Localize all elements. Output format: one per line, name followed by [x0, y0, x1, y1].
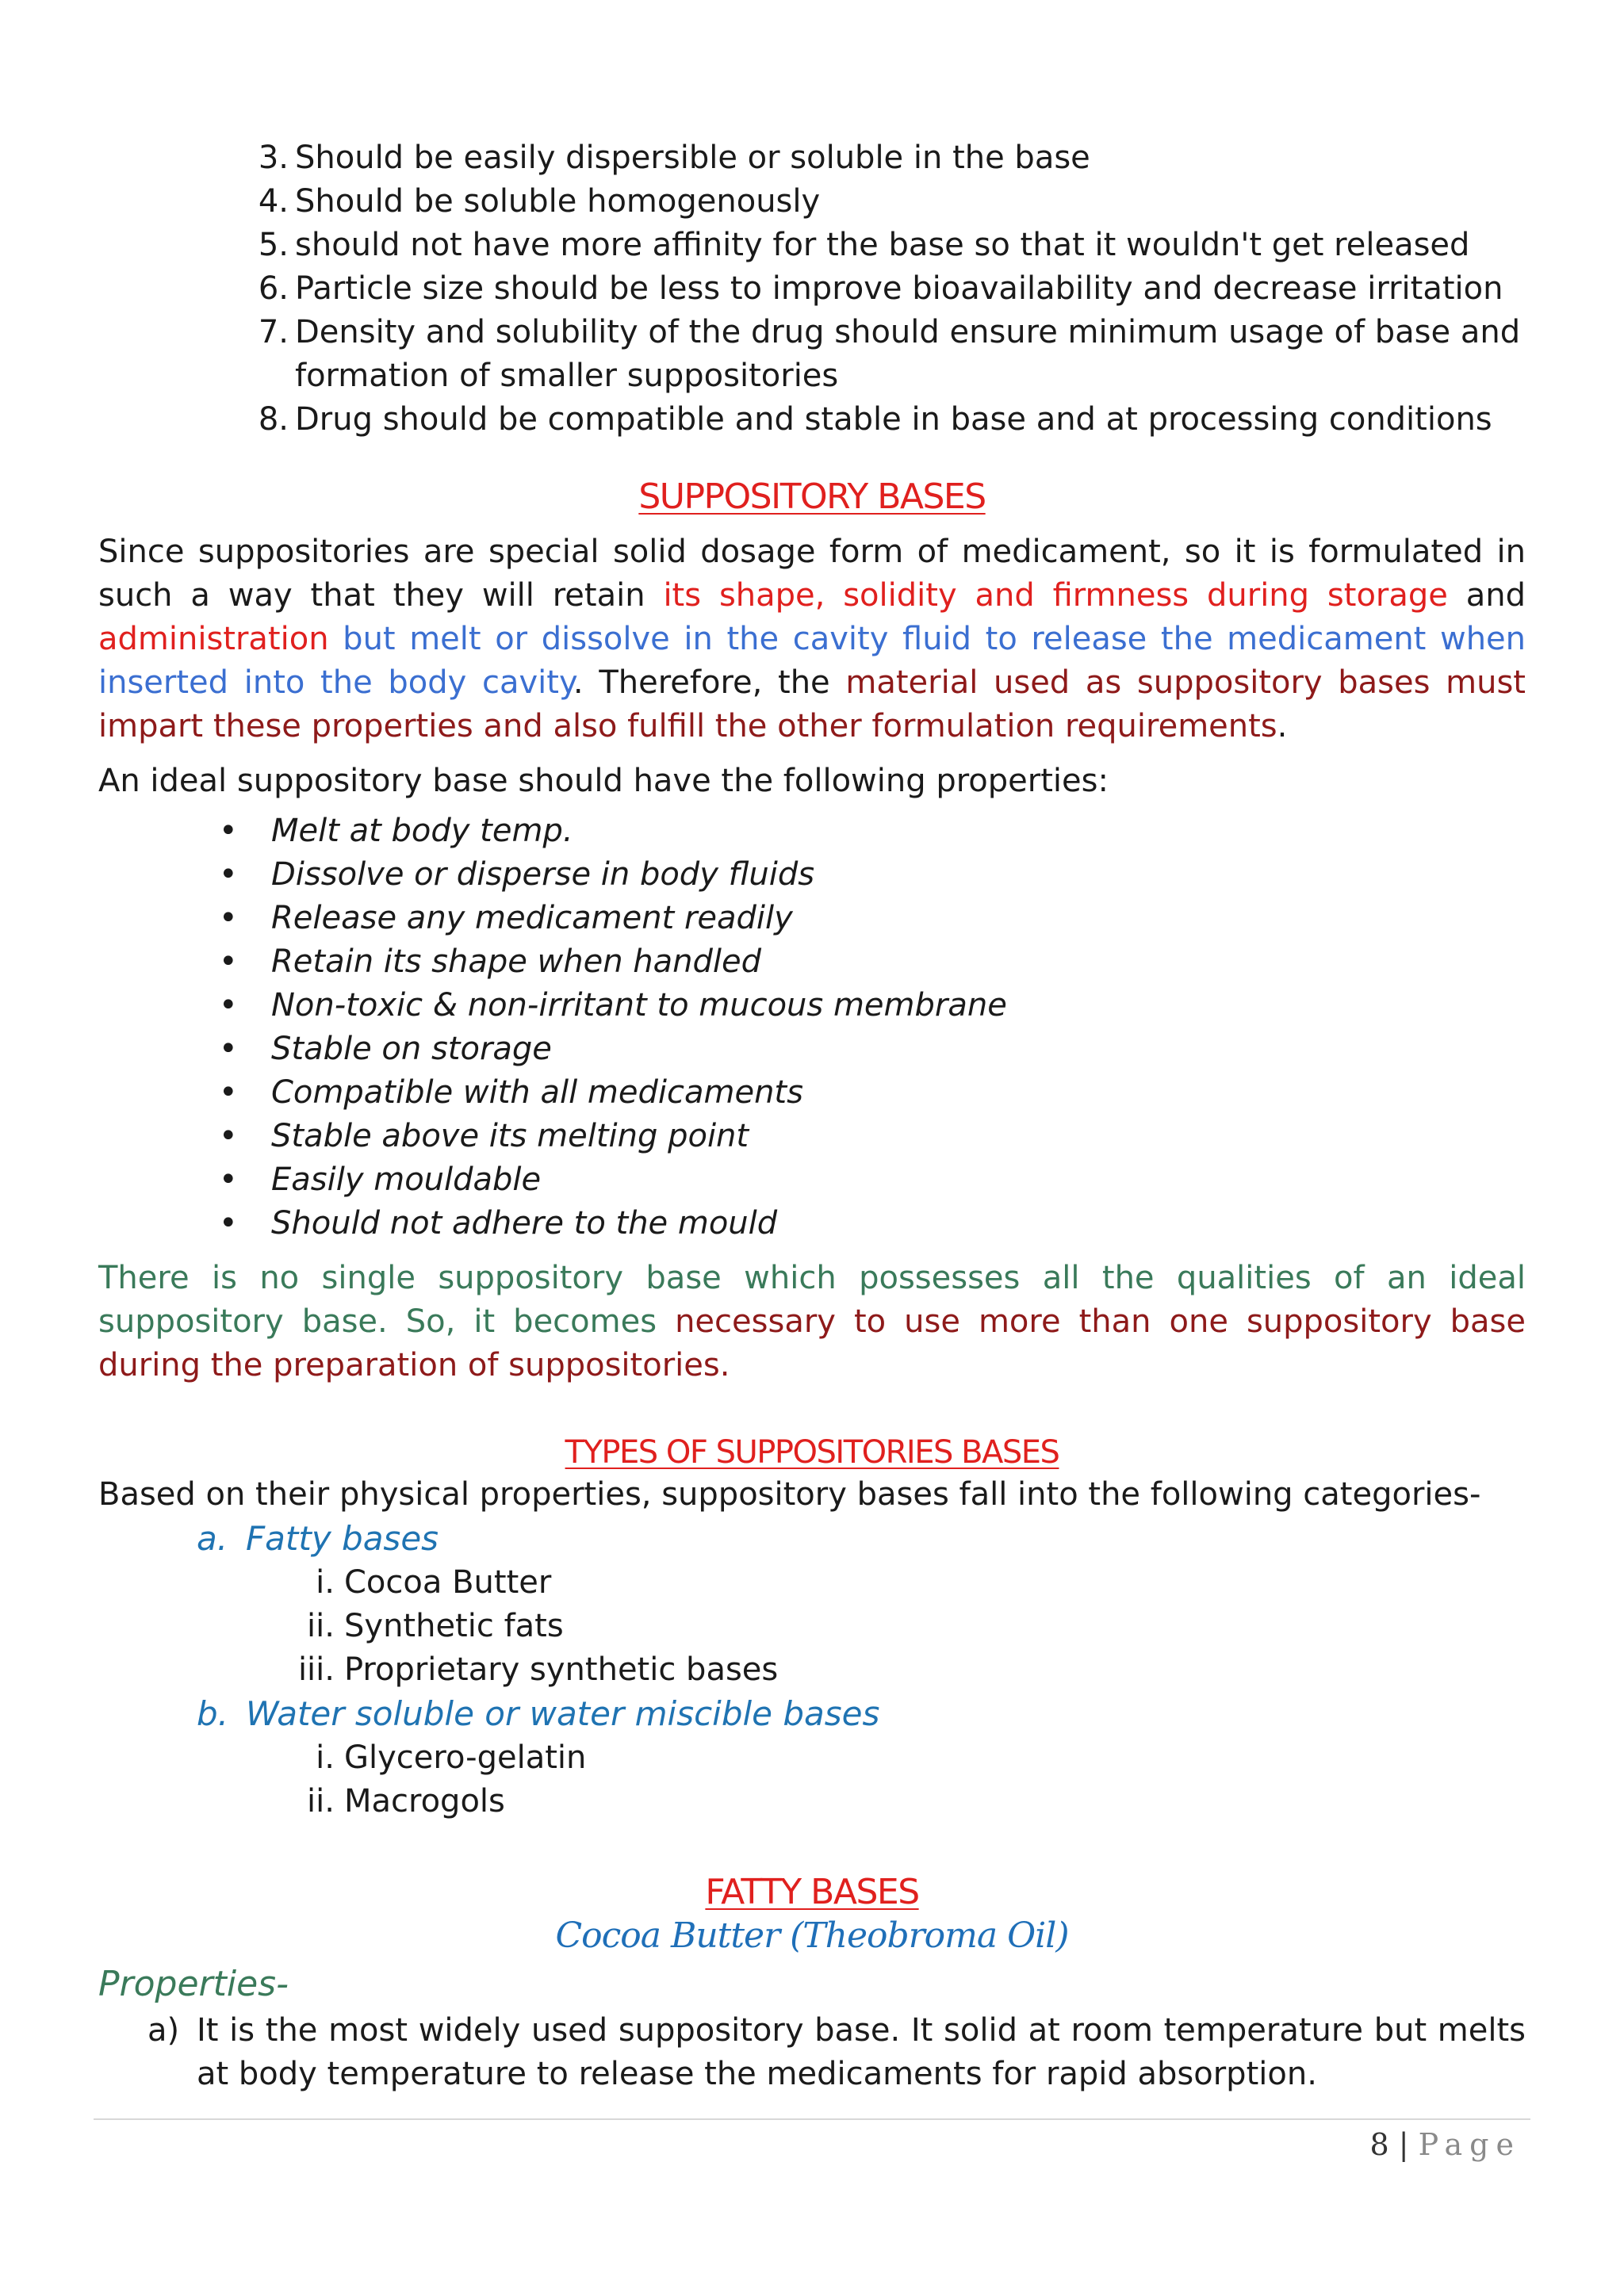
list-item: i. Glycero-gelatin — [316, 1739, 587, 1776]
list-item: • Should not adhere to the mould — [219, 1205, 778, 1242]
list-item: • Easily mouldable — [219, 1161, 542, 1198]
list-item: a) It is the most widely used suppository base. It solid at room temperature but melts at body temperature to release the medicaments for rapid absorption. — [147, 2012, 1526, 2092]
list-item: • Stable on storage — [219, 1031, 552, 1067]
page-footer — [1369, 2125, 1521, 2164]
list-item: • Compatible with all medicaments — [219, 1074, 803, 1111]
list-item: • Release any medicament readily — [219, 900, 793, 936]
list-item: 6. Particle size should be less to improve bioavailability and decrease irritation — [258, 270, 1503, 307]
conclusion-paragraph: There is no single suppository base which possesses all the qualities of an ideal suppository base. So, it becomes necessary to use more than one suppository base during the preparation of suppositories. — [98, 1260, 1526, 1383]
list-item: iii. Proprietary synthetic bases — [297, 1651, 779, 1688]
properties-title: Properties- — [98, 1964, 289, 2004]
list-item: 7. Density and solubility of the drug should ensure minimum usage of base and formation of smaller suppositories — [258, 314, 1521, 394]
list-item: 3. Should be easily dispersible or soluble in the base — [258, 140, 1090, 176]
list-item: ii. Macrogols — [307, 1783, 505, 1820]
list-item: • Retain its shape when handled — [219, 943, 762, 980]
list-item: 8. Drug should be compatible and stable in base and at processing conditions — [258, 401, 1492, 438]
list-item: • Stable above its melting point — [219, 1118, 749, 1154]
list-item: • Non-toxic & non-irritant to mucous membrane — [219, 987, 1007, 1024]
suppository-bases-intro: Since suppositories are special solid dosage form of medicament, so it is formulated in such a way that they will retain its shape, solidity and firmness during storage and administration but melt or dissolve in the cavity fluid to release the medicament when inserted into the body cavity. Therefore, the material used as suppository bases must impart these properties and also fulfill the other formulation requirements. — [98, 534, 1526, 744]
types-heading: TYPES OF SUPPOSITORIES BASES — [565, 1434, 1059, 1471]
drug-requirements-list — [98, 136, 1526, 442]
category-fatty-bases: a. Fatty bases — [197, 1519, 439, 1558]
footer-divider — [94, 2118, 1530, 2120]
list-item: • Melt at body temp. — [219, 813, 573, 849]
page-label: Page — [1418, 2127, 1521, 2162]
cocoa-butter-subtitle: Cocoa Butter (Theobroma Oil) — [555, 1915, 1069, 1956]
page-number: 8 — [1369, 2127, 1389, 2162]
list-item: 5. should not have more affinity for the base so that it wouldn't get released — [258, 227, 1470, 263]
ideal-properties-list — [98, 809, 1526, 1246]
list-item: • Dissolve or disperse in body fluids — [219, 856, 815, 893]
list-item: i. Cocoa Butter — [316, 1564, 552, 1601]
footer-separator: | — [1398, 2127, 1409, 2162]
types-intro: Based on their physical properties, suppository bases fall into the following categories- — [98, 1476, 1481, 1513]
suppository-bases-heading: SUPPOSITORY BASES — [638, 476, 986, 517]
list-item: ii. Synthetic fats — [307, 1608, 564, 1644]
fatty-bases-heading: FATTY BASES — [705, 1872, 919, 1912]
ideal-base-intro: An ideal suppository base should have the following properties: — [98, 763, 1109, 799]
list-item: 4. Should be soluble homogenously — [258, 183, 821, 220]
category-water-soluble-bases: b. Water soluble or water miscible bases — [197, 1694, 880, 1733]
page-content — [98, 136, 1526, 2096]
